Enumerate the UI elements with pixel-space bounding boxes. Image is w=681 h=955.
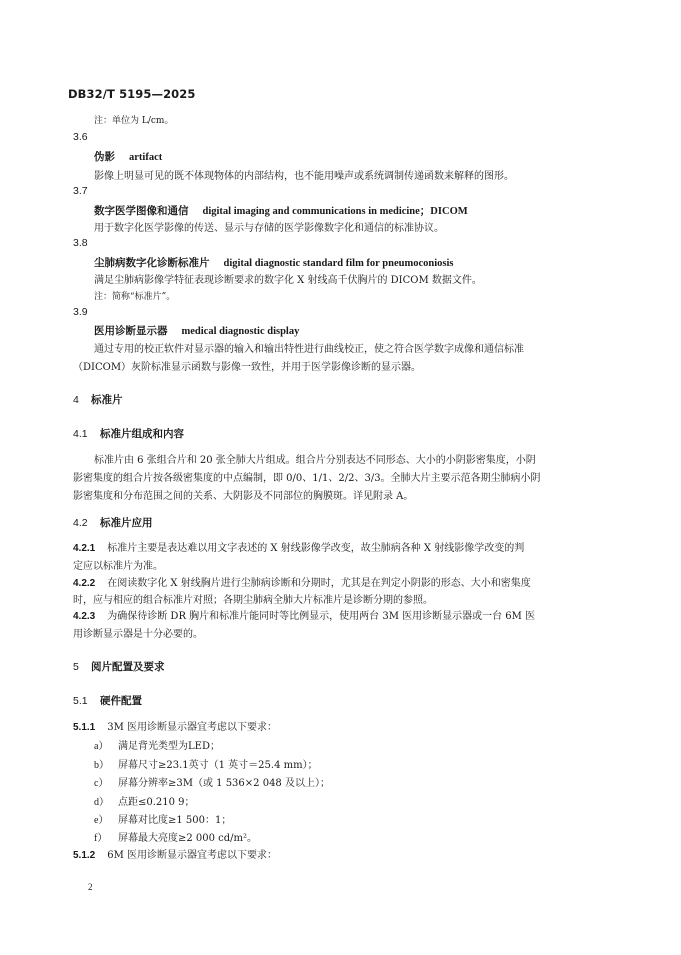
term-en: digital imaging and communications in medicine；DICOM [202, 206, 468, 217]
subsection-title: 标准片应用 [100, 517, 153, 529]
term-definition: 通过专用的校正软件对显示器的输入和输出特性进行曲线校正，使之符合医学数字成像和通信标准 [94, 344, 524, 355]
term-title [94, 255, 453, 270]
subsection-number: 4.1 [73, 428, 88, 440]
list-marker: b） [94, 760, 109, 771]
term-number: 3.8 [73, 237, 88, 249]
term-zh: 尘肺病数字化诊断标准片 [94, 257, 210, 269]
clause-text: 标准片主要是表达难以用文字表述的 X 射线影像学改变，故尘肺病各种 X 射线影像学改变的判 [107, 543, 525, 554]
term-number: 3.9 [73, 306, 88, 318]
term-note: 注：简称“标准片”。 [94, 292, 176, 302]
subsection-number: 4.2 [73, 517, 88, 529]
section-number: 4 [73, 394, 79, 406]
clause [73, 846, 277, 861]
subsection-heading [73, 693, 142, 708]
term-number: 3.6 [73, 131, 88, 143]
clause-continuation: 时，应与相应的组合标准片对照；各期尘肺病全肺大片标准片是诊断分期的参照。 [73, 595, 433, 606]
clause [73, 539, 524, 554]
list-marker: e） [94, 815, 109, 826]
section-heading [73, 659, 165, 674]
page-number: 2 [88, 882, 93, 892]
subsection-number: 5.1 [73, 695, 88, 707]
list-item-text: 屏幕尺寸≥23.1英寸（1 英寸＝25.4 mm）； [118, 760, 318, 771]
term-en: artifact [129, 152, 163, 163]
clause-text: 6M 医用诊断显示器宜考虑以下要求： [107, 850, 278, 861]
clause-continuation: 用诊断显示器是十分必要的。 [73, 629, 203, 640]
section-number: 5 [73, 661, 79, 673]
section-title: 阅片配置及要求 [91, 661, 165, 673]
term-definition: 用于数字化医学影像的传送、显示与存储的医学影像数字化和通信的标准协议。 [94, 223, 444, 234]
term-zh: 医用诊断显示器 [94, 325, 168, 337]
list-item-text: 屏幕对比度≥1 500：1； [118, 815, 232, 826]
list-item-text: 屏幕分辨率≥3M（或 1 536×2 048 及以上）； [118, 778, 330, 789]
list-item [94, 774, 330, 789]
document-id-header: DB32/T 5195—2025 [68, 87, 196, 101]
clause-text: 为确保待诊断 DR 胸片和标准片能同时等比例显示，使用两台 3M 医用诊断显示器或一台 6M 医 [107, 611, 536, 622]
list-item [94, 756, 318, 771]
list-item-text: 满足背光类型为LED； [118, 741, 220, 752]
clause-number: 4.2.2 [73, 578, 96, 589]
list-marker: a） [94, 741, 109, 752]
paragraph-line: 影密集度和分布范围之间的关系、大阴影及不同部位的胸膜斑。详见附录 A。 [73, 491, 414, 502]
clause-text: 3M 医用诊断显示器宜考虑以下要求： [107, 722, 278, 733]
term-en: digital diagnostic standard film for pneumoconiosis [223, 258, 454, 269]
paragraph-line: 标准片由 6 张组合片和 20 张全肺大片组成。组合片分别表达不同形态、大小的小阴影密集度，小阴 [94, 455, 536, 466]
list-item [94, 793, 195, 808]
clause-number: 5.1.1 [73, 722, 96, 733]
list-item [94, 829, 257, 844]
list-marker: f） [94, 833, 108, 844]
term-title [94, 323, 299, 338]
term-definition: （DICOM）灰阶标准显示函数与影像一致性，并用于医学影像诊断的显示器。 [73, 362, 422, 373]
subsection-title: 硬件配置 [100, 695, 142, 707]
subsection-title: 标准片组成和内容 [100, 428, 184, 440]
list-item-text: 点距≤0.210 9； [118, 797, 195, 808]
term-en: medical diagnostic display [181, 326, 300, 337]
clause-text: 在阅读数字化 X 射线胸片进行尘肺病诊断和分期时，尤其是在判定小阴影的形态、大小和密集度 [107, 578, 531, 589]
clause-number: 4.2.3 [73, 611, 96, 622]
unit-note: 注：单位为 L/cm。 [94, 116, 174, 126]
list-marker: c） [94, 778, 109, 789]
term-title [94, 203, 468, 218]
paragraph-line: 影密集度的组合片按各级密集度的中点编制，即 0/0、1/1、2/2、3/3。全肺大片主要示范各期尘肺病小阴 [73, 473, 541, 484]
clause [73, 574, 531, 589]
clause [73, 607, 535, 622]
term-title [94, 149, 162, 164]
term-definition: 影像上明显可见的既不体现物体的内部结构，也不能用噪声或系统调制传递函数来解释的图形。 [94, 171, 514, 182]
clause-continuation: 定应以标准片为准。 [73, 561, 163, 572]
section-title: 标准片 [91, 394, 123, 406]
list-item-text: 屏幕最大亮度≥2 000 cd/m²。 [118, 833, 258, 844]
term-number: 3.7 [73, 185, 88, 197]
list-item [94, 811, 231, 826]
term-zh: 数字医学图像和通信 [94, 205, 189, 217]
term-definition: 满足尘肺病影像学特征表现诊断要求的数字化 X 射线高千伏胸片的 DICOM 数据文件。 [94, 275, 482, 286]
term-zh: 伪影 [94, 151, 115, 163]
section-heading [73, 392, 123, 407]
clause-number: 5.1.2 [73, 850, 96, 861]
list-item [94, 737, 220, 752]
clause-number: 4.2.1 [73, 543, 96, 554]
subsection-heading [73, 515, 153, 530]
clause [73, 718, 277, 733]
list-marker: d） [94, 797, 109, 808]
subsection-heading [73, 426, 184, 441]
